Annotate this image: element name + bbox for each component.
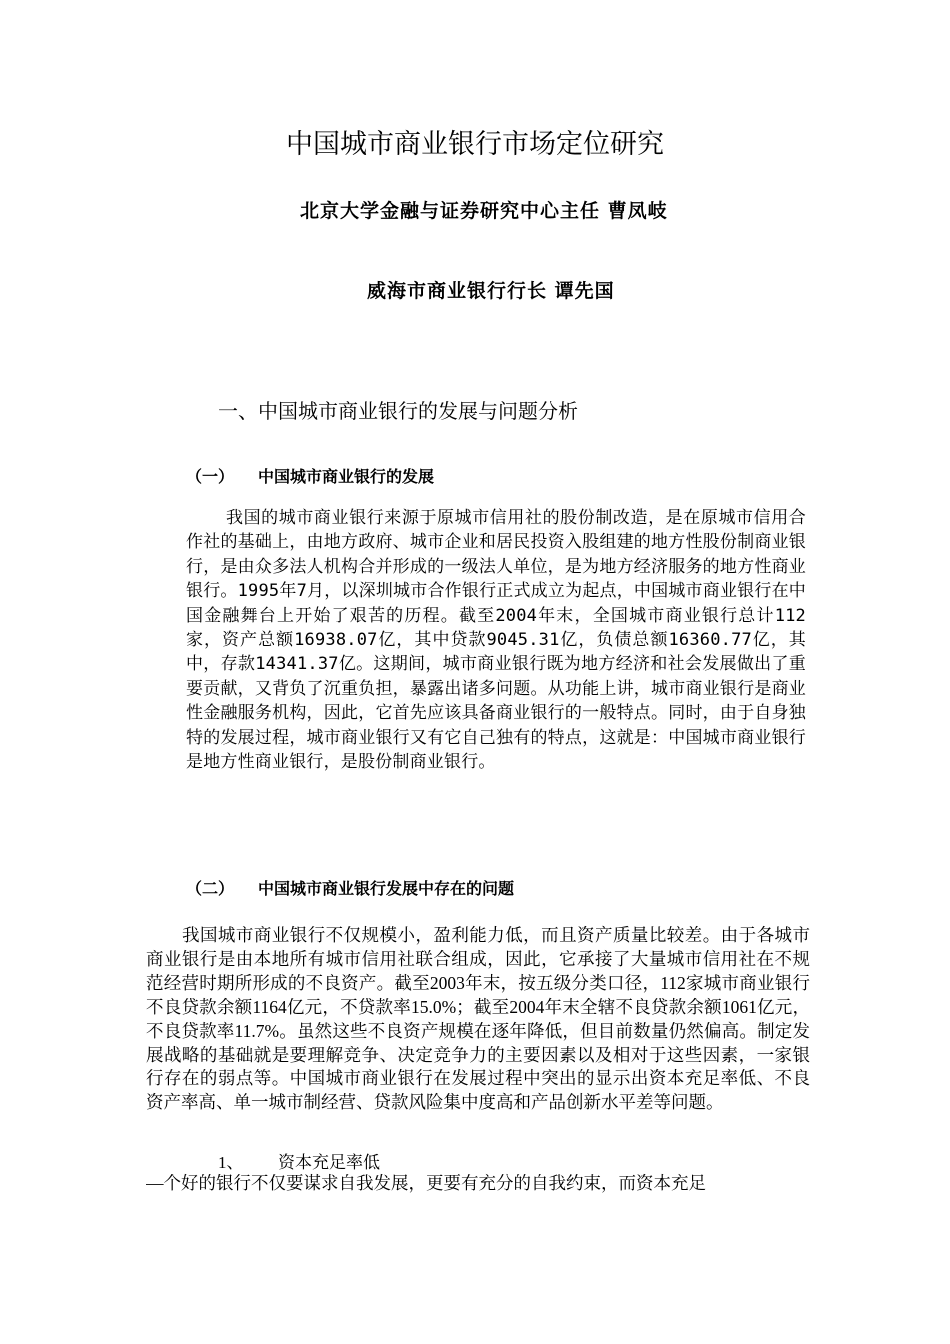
subsection-number: （一） bbox=[186, 467, 235, 486]
subsection-title: 中国城市商业银行的发展 bbox=[258, 467, 435, 486]
subsection-title: 中国城市商业银行发展中存在的问题 bbox=[258, 879, 515, 898]
subsection-number: （二） bbox=[186, 879, 235, 898]
list-item-title: 资本充足率低 bbox=[278, 1153, 380, 1172]
list-item-heading bbox=[218, 1148, 380, 1173]
section-heading: 一、中国城市商业银行的发展与问题分析 bbox=[218, 399, 578, 423]
subsection-heading bbox=[186, 464, 434, 487]
paragraph: 我国城市商业银行不仅规模小，盈利能力低，而且资产质量比较差。由于各城市商业银行是由本地所有城市信用社联合组成，因此，它承接了大量城市信用社在不规范经营时期所形成的不良资产。截至2003年末，按五级分类口径，112家城市商业银行不良贷款余额1164亿元，不贷款率15.0%；截至2004年末全辖不良贷款余额1061亿元，不良贷款率11.7%。虽然这些不良资产规模在逐年降低，但目前数量仍然偏高。制定发展战略的基础就是要理解竞争、决定竞争力的主要因素以及相对于这些因素，一家银行存在的弱点等。中国城市商业银行在发展过程中突出的显示出资本充足率低、不良资产率高、单一城市制经营、贷款风险集中度高和产品创新水平差等问题。 bbox=[146, 925, 810, 1113]
list-item-number: 1、 bbox=[218, 1153, 244, 1172]
paragraph: —个好的银行不仅要谋求自我发展，更要有充分的自我约束，而资本充足 bbox=[146, 1173, 706, 1193]
author-line-2: 威海市商业银行行长 谭先国 bbox=[367, 280, 615, 302]
document-title: 中国城市商业银行市场定位研究 bbox=[286, 129, 664, 160]
author-line-1: 北京大学金融与证券研究中心主任 曹凤岐 bbox=[300, 200, 668, 222]
subsection-heading bbox=[186, 876, 514, 899]
paragraph: 我国的城市商业银行来源于原城市信用社的股份制改造，是在原城市信用合作社的基础上，由地方政府、城市企业和居民投资入股组建的地方性股份制商业银行，是由众多法人机构合并形成的一级法人单位，是为地方经济服务的地方性商业银行。1995年7月，以深圳城市合作银行正式成立为起点，中国城市商业银行在中国金融舞台上开始了艰苦的历程。截至2004年末，全国城市商业银行总计112家，资产总额16938.07亿，其中贷款9045.31亿，负债总额16360.77亿，其中，存款14341.37亿。这期间，城市商业银行既为地方经济和社会发展做出了重要贡献，又背负了沉重负担，暴露出诸多问题。从功能上讲，城市商业银行是商业性金融服务机构，因此，它首先应该具备商业银行的一般特点。同时，由于自身独特的发展过程，城市商业银行又有它自己独有的特点，这就是：中国城市商业银行是地方性商业银行，是股份制商业银行。 bbox=[186, 508, 806, 773]
